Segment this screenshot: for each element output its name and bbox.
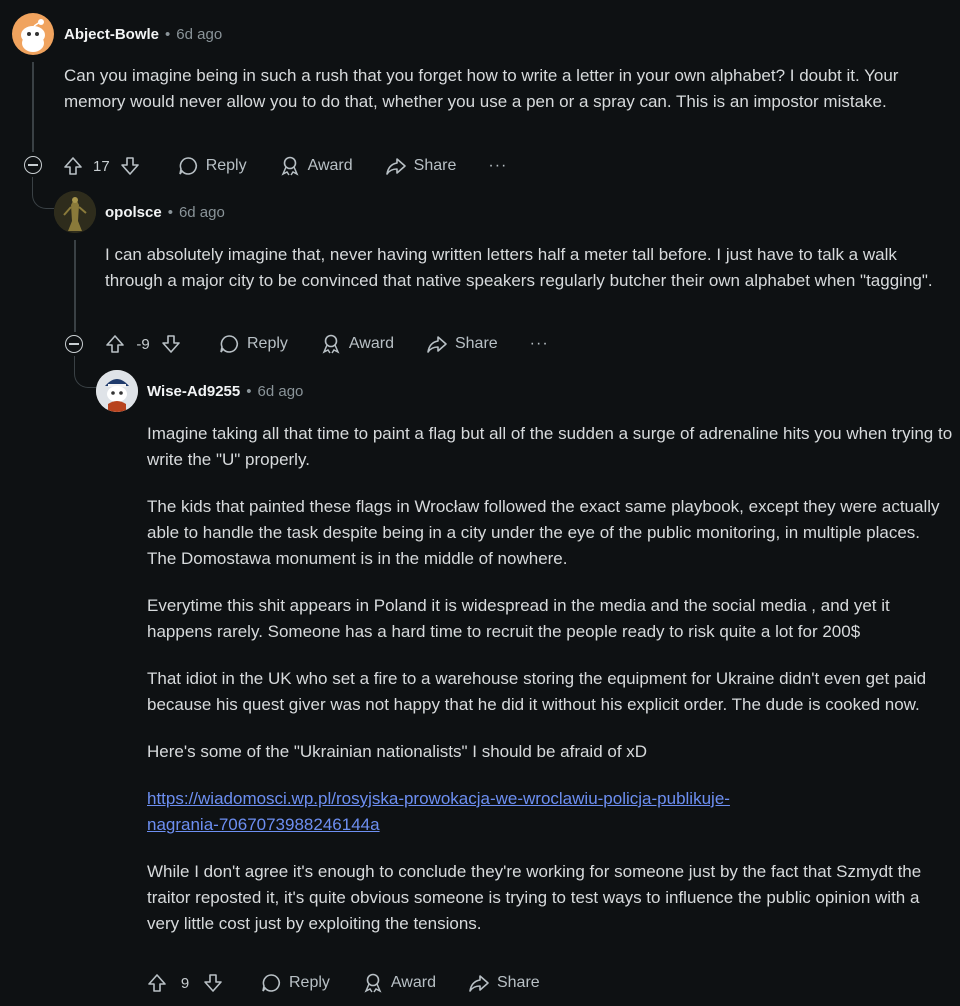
snoo-captain-avatar-icon (96, 370, 138, 412)
share-arrow-icon (426, 333, 448, 355)
vote-count: -9 (136, 335, 150, 353)
thread-curve-1 (32, 177, 54, 209)
share-button[interactable] (426, 333, 498, 355)
arrow-down-icon[interactable] (160, 333, 182, 355)
comment-body (147, 421, 953, 937)
separator-dot: • (246, 383, 252, 400)
award-ribbon-icon (279, 155, 301, 177)
comment-paragraph: The kids that painted these flags in Wrocław followed the exact same playbook, except they were actually able to handle the task despite being in a city under the eye of the public monitoring, in multiple places. The Domostawa monument is in the middle of nowhere. (147, 497, 940, 568)
author-name[interactable]: opolsce (105, 204, 162, 221)
separator-dot: • (165, 26, 171, 43)
arrow-up-icon[interactable] (104, 333, 126, 355)
share-label: Share (496, 974, 540, 991)
award-label: Award (307, 157, 353, 174)
vote-controls (62, 155, 141, 177)
comment-actions (104, 329, 549, 359)
comment-body (105, 242, 953, 294)
comment-actions (62, 151, 507, 181)
award-label: Award (390, 974, 436, 991)
vote-count: 17 (93, 157, 110, 175)
comment-actions (146, 968, 572, 998)
timestamp[interactable]: 6d ago (257, 383, 304, 400)
timestamp[interactable]: 6d ago (178, 204, 225, 221)
award-button[interactable] (320, 333, 394, 355)
arrow-up-icon[interactable] (62, 155, 84, 177)
reply-label: Reply (247, 335, 288, 352)
article-link[interactable] (147, 789, 730, 834)
award-button[interactable] (362, 972, 436, 994)
avatar[interactable] (54, 191, 96, 233)
link-text-line1: https://wiadomosci.wp.pl/rosyjska-prowokacja-we-wroclawiu-policja-publikuje- (147, 789, 730, 808)
link-text-line2: nagrania-7067073988246144a (147, 815, 380, 834)
share-button[interactable] (385, 155, 457, 177)
award-button[interactable] (279, 155, 353, 177)
comment-meta (105, 204, 225, 221)
separator-dot: • (167, 204, 173, 221)
collapse-button[interactable] (24, 156, 42, 174)
thread-line-2 (74, 240, 76, 332)
comment-text: Can you imagine being in such a rush that you forget how to write a letter in your own alphabet? I doubt it. Your memory would never allow you to do that, whether you use a pen or a spray can. This is an impostor mistake. (64, 66, 899, 111)
comment-body (64, 63, 944, 115)
speech-bubble-icon (218, 333, 240, 355)
avatar[interactable] (12, 13, 54, 55)
comment-text: I can absolutely imagine that, never having written letters half a meter tall before. I just have to talk a walk through a major city to be convinced that native speakers regularly butcher their own alphabet when "tagging". (105, 245, 933, 290)
speech-bubble-icon (177, 155, 199, 177)
vote-count: 9 (180, 974, 190, 992)
vote-controls (146, 972, 224, 994)
share-button[interactable] (468, 972, 540, 994)
thread-curve-2 (74, 356, 96, 388)
reply-button[interactable] (260, 972, 330, 994)
reply-label: Reply (205, 157, 247, 174)
arrow-down-icon[interactable] (119, 155, 141, 177)
reply-button[interactable] (177, 155, 247, 177)
more-options-button[interactable]: ··· (529, 335, 549, 352)
reply-button[interactable] (218, 333, 288, 355)
award-ribbon-icon (320, 333, 342, 355)
comment-paragraph: Imagine taking all that time to paint a flag but all of the sudden a surge of adrenaline hits you when trying to write the "U" properly. (147, 424, 953, 469)
comment-paragraph: That idiot in the UK who set a fire to a warehouse storing the equipment for Ukraine didn't even get paid because his quest giver was not happy that he did it without his explicit order. The dude is cooked now. (147, 669, 927, 714)
author-name[interactable]: Abject-Bowle (64, 26, 160, 43)
arrow-down-icon[interactable] (202, 972, 224, 994)
more-options-button[interactable]: ··· (488, 157, 508, 174)
award-ribbon-icon (362, 972, 384, 994)
timestamp[interactable]: 6d ago (176, 26, 223, 43)
author-name[interactable]: Wise-Ad9255 (147, 383, 241, 400)
share-label: Share (413, 157, 457, 174)
share-label: Share (454, 335, 498, 352)
speech-bubble-icon (260, 972, 282, 994)
avatar[interactable] (96, 370, 138, 412)
snoo-avatar-icon (12, 13, 54, 55)
comment-paragraph: Everytime this shit appears in Poland it is widespread in the media and the social media , and yet it happens rarely. Someone has a hard time to recruit the people ready to risk quite a lot for 200$ (147, 596, 890, 641)
award-label: Award (348, 335, 394, 352)
share-arrow-icon (385, 155, 407, 177)
link-paragraph (147, 786, 953, 838)
vote-controls (104, 333, 182, 355)
comment-meta (64, 26, 222, 43)
statue-avatar-icon (54, 191, 96, 233)
comment-meta (147, 383, 303, 400)
comment-paragraph: While I don't agree it's enough to conclude they're working for someone just by the fact that Szmydt the traitor reposted it, it's quite obvious someone is trying to test ways to influence the public opinion with a very little cost just by exploiting the tensions. (147, 862, 922, 933)
comment-paragraph: Here's some of the "Ukrainian nationalists" I should be afraid of xD (147, 742, 648, 761)
collapse-button[interactable] (65, 335, 83, 353)
reply-label: Reply (289, 974, 330, 991)
share-arrow-icon (468, 972, 490, 994)
thread-line-1 (32, 62, 34, 152)
arrow-up-icon[interactable] (146, 972, 168, 994)
